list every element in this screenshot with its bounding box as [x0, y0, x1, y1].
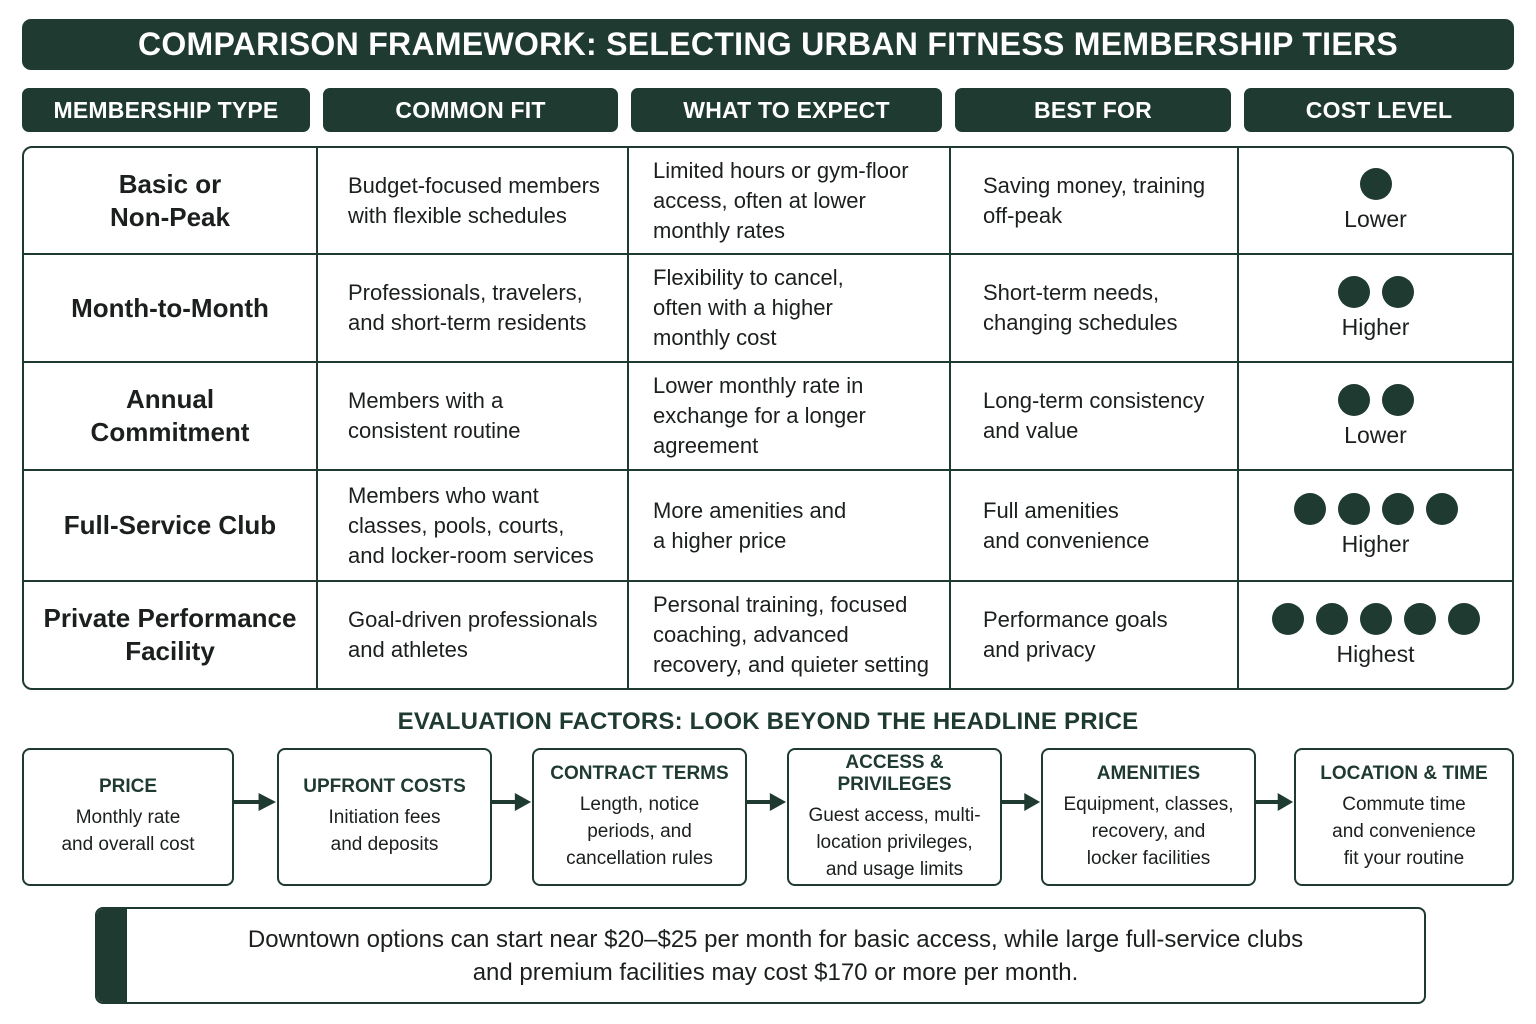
table-row: [24, 363, 1512, 471]
what-to-expect-text-line: often with a higher: [653, 295, 833, 320]
membership-type-text-line: Basic or: [118, 168, 222, 199]
common-fit-cell: [316, 471, 627, 580]
best-for-text: [983, 171, 1205, 231]
best-for-text-line: Long-term consistency: [983, 388, 1205, 413]
cost-label: Higher: [1341, 531, 1410, 557]
arrow-right-icon: [492, 790, 532, 814]
best-for-cell: [949, 363, 1237, 469]
membership-table: [22, 146, 1514, 690]
common-fit-text-line: Goal-driven professionals: [348, 607, 598, 632]
cost-dot-icon: [1338, 276, 1370, 308]
what-to-expect-cell: [627, 148, 949, 253]
header-common-fit: COMMON FIT: [323, 88, 618, 132]
membership-type-text: [91, 383, 250, 449]
membership-type-text-line: Month-to-Month: [71, 292, 269, 323]
factor-title: LOCATION & TIME: [1320, 762, 1488, 784]
common-fit-text: [348, 386, 520, 446]
factor-desc-line: locker facilities: [1086, 847, 1211, 869]
membership-type-text-line: Private Performance: [43, 603, 297, 633]
what-to-expect-text: [653, 263, 844, 353]
common-fit-cell: [316, 148, 627, 253]
best-for-text-line: changing schedules: [983, 310, 1178, 335]
what-to-expect-text: [653, 590, 929, 680]
factor-card: [787, 748, 1002, 886]
common-fit-text-line: and athletes: [348, 637, 468, 662]
cost-dot-icon: [1382, 493, 1414, 525]
cost-level-cell: [1237, 148, 1512, 253]
what-to-expect-text-line: exchange for a longer: [653, 403, 866, 428]
evaluation-title: EVALUATION FACTORS: LOOK BEYOND THE HEADLINE PRICE: [397, 708, 1139, 735]
what-to-expect-text-line: Lower monthly rate in: [653, 373, 864, 398]
header-cost-level: COST LEVEL: [1244, 88, 1514, 132]
what-to-expect-text: [653, 371, 866, 461]
header-best-for: BEST FOR: [955, 88, 1231, 132]
what-to-expect-cell: [627, 471, 949, 580]
membership-type-text-line: Non-Peak: [110, 201, 230, 232]
table-row: [24, 471, 1512, 582]
what-to-expect-text-line: coaching, advanced: [653, 622, 849, 647]
what-to-expect-text-line: Flexibility to cancel,: [653, 265, 844, 290]
factor-desc: [1063, 791, 1233, 872]
what-to-expect-text-line: monthly cost: [653, 325, 777, 350]
factor-desc-line: Guest access, multi-: [808, 804, 981, 826]
best-for-cell: [949, 471, 1237, 580]
common-fit-text-line: Members with a: [348, 388, 504, 413]
what-to-expect-text-line: access, often at lower: [653, 187, 866, 213]
membership-type-text: [71, 292, 269, 325]
best-for-cell: [949, 148, 1237, 253]
best-for-text: [983, 605, 1168, 665]
best-for-text-line: and convenience: [983, 527, 1150, 553]
best-for-text-line: Performance goals: [983, 607, 1168, 632]
note-text-line: Downtown options can start near $20–$25 per month for basic access, while large full-service clubs: [247, 925, 1304, 953]
cost-dot-icon: [1294, 493, 1326, 525]
cost-level-cell: [1237, 471, 1512, 580]
factor-title: AMENITIES: [1096, 762, 1201, 784]
factor-card: [22, 748, 234, 886]
title-banner: [22, 19, 1514, 70]
cost-dots: [1294, 493, 1458, 525]
common-fit-text-line: Professionals, travelers,: [348, 280, 583, 305]
what-to-expect-text: [653, 156, 909, 246]
factor-desc-line: location privileges,: [816, 831, 973, 853]
factor-desc: [808, 802, 980, 883]
factor-desc-line: Monthly rate: [75, 807, 181, 828]
what-to-expect-cell: [627, 363, 949, 469]
cost-dots: [1272, 603, 1480, 635]
factor-title: CONTRACT TERMS: [550, 762, 729, 784]
header-what-to-expect: WHAT TO EXPECT: [631, 88, 942, 132]
cost-dot-icon: [1360, 603, 1392, 635]
factor-card: [1041, 748, 1256, 886]
factor-desc-line: periods, and: [587, 820, 692, 842]
factor-desc: [61, 804, 194, 858]
common-fit-cell: [316, 363, 627, 469]
factor-desc-line: Initiation fees: [328, 807, 441, 828]
factor-desc-line: fit your routine: [1343, 847, 1465, 869]
common-fit-text-line: classes, pools, courts,: [348, 512, 565, 538]
what-to-expect-cell: [627, 582, 949, 688]
cost-dot-icon: [1404, 603, 1436, 635]
what-to-expect-text-line: Limited hours or gym-floor: [653, 157, 909, 183]
factor-desc: [566, 791, 713, 872]
membership-type-text-line: Facility: [125, 636, 215, 666]
common-fit-text: [348, 171, 600, 231]
membership-type-cell: [24, 582, 316, 688]
factor-desc-line: Length, notice: [579, 793, 700, 815]
factor-desc: [1332, 791, 1476, 872]
note-accent-stripe: [97, 909, 127, 1002]
header-membership-type: MEMBERSHIP TYPE: [22, 88, 310, 132]
cost-dot-icon: [1426, 493, 1458, 525]
best-for-text: [983, 496, 1149, 556]
arrow-right-icon: [234, 790, 277, 814]
common-fit-text-line: consistent routine: [348, 418, 521, 443]
factor-desc-line: and deposits: [330, 834, 439, 855]
membership-type-text-line: Commitment: [90, 417, 250, 447]
common-fit-text: [348, 605, 597, 665]
common-fit-text-line: Members who want: [348, 482, 539, 508]
factor-desc-line: cancellation rules: [566, 847, 713, 869]
cost-dot-icon: [1360, 168, 1392, 200]
membership-type-text: [110, 168, 230, 234]
factor-card: [1294, 748, 1514, 886]
factor-desc: [329, 804, 441, 858]
cost-dot-icon: [1316, 603, 1348, 635]
common-fit-text: [348, 278, 586, 338]
cost-dot-icon: [1382, 276, 1414, 308]
page-title: COMPARISON FRAMEWORK: SELECTING URBAN FITNESS MEMBERSHIP TIERS: [137, 26, 1399, 62]
cost-dot-icon: [1448, 603, 1480, 635]
factor-desc-line: and overall cost: [61, 834, 195, 855]
factor-desc-line: Commute time: [1342, 793, 1466, 815]
best-for-text: [983, 278, 1177, 338]
table-row: [24, 148, 1512, 255]
best-for-text-line: Short-term needs,: [983, 280, 1160, 305]
factor-card: [277, 748, 492, 886]
membership-type-cell: [24, 255, 316, 361]
factor-title: ACCESS & PRIVILEGES: [837, 751, 952, 795]
cost-label: Higher: [1341, 313, 1410, 340]
cost-label: Lower: [1344, 421, 1407, 448]
common-fit-text-line: Budget-focused members: [348, 172, 600, 198]
common-fit-text-line: with flexible schedules: [348, 202, 567, 228]
arrow-right-icon: [747, 790, 787, 814]
arrow-right-icon: [1002, 790, 1041, 814]
what-to-expect-text-line: monthly rates: [653, 217, 786, 243]
membership-type-cell: [24, 148, 316, 253]
best-for-cell: [949, 582, 1237, 688]
factor-card: [532, 748, 747, 886]
best-for-text-line: and value: [983, 418, 1079, 443]
factor-title: PRICE: [98, 776, 158, 797]
cost-dots: [1360, 168, 1392, 200]
common-fit-cell: [316, 582, 627, 688]
factor-desc-line: Equipment, classes,: [1063, 793, 1234, 815]
cost-label: Highest: [1336, 640, 1415, 667]
factor-desc-line: recovery, and: [1091, 820, 1206, 842]
what-to-expect-text-line: a higher price: [653, 527, 787, 553]
cost-dots: [1338, 384, 1414, 416]
what-to-expect-text-line: agreement: [653, 433, 759, 458]
common-fit-text: [348, 481, 594, 571]
cost-dot-icon: [1382, 384, 1414, 416]
arrow-right-icon: [1256, 790, 1294, 814]
note-text: [127, 909, 1424, 1002]
membership-type-text-line: Annual: [125, 384, 215, 414]
what-to-expect-text: [653, 496, 846, 556]
cost-label: Lower: [1344, 206, 1407, 232]
best-for-text-line: Full amenities: [983, 497, 1119, 523]
cost-dots: [1338, 276, 1414, 308]
common-fit-text-line: and locker-room services: [348, 542, 594, 568]
membership-type-text-line: Full-Service Club: [63, 510, 277, 540]
membership-type-text: [44, 602, 297, 668]
best-for-text-line: Saving money, training: [983, 172, 1206, 198]
factor-desc-line: and convenience: [1332, 820, 1476, 842]
note-text: [248, 923, 1303, 989]
best-for-text-line: off-peak: [983, 202, 1063, 228]
what-to-expect-text-line: More amenities and: [653, 497, 847, 523]
factor-desc-line: and usage limits: [825, 858, 964, 880]
cost-dot-icon: [1338, 384, 1370, 416]
common-fit-text-line: and short-term residents: [348, 310, 587, 335]
membership-type-text: [64, 509, 276, 542]
best-for-cell: [949, 255, 1237, 361]
what-to-expect-text-line: Personal training, focused: [653, 592, 908, 617]
cost-dot-icon: [1338, 493, 1370, 525]
best-for-text: [983, 386, 1204, 446]
membership-type-cell: [24, 363, 316, 469]
what-to-expect-cell: [627, 255, 949, 361]
table-row: [24, 255, 1512, 363]
note-text-line: and premium facilities may cost $170 or more per month.: [472, 958, 1079, 986]
membership-type-cell: [24, 471, 316, 580]
what-to-expect-text-line: recovery, and quieter setting: [653, 652, 929, 677]
factor-title: UPFRONT COSTS: [303, 776, 466, 797]
common-fit-cell: [316, 255, 627, 361]
table-row: [24, 582, 1512, 688]
cost-dot-icon: [1272, 603, 1304, 635]
price-note: [95, 907, 1426, 1004]
cost-level-cell: [1237, 363, 1512, 469]
cost-level-cell: [1237, 255, 1512, 361]
cost-level-cell: [1237, 582, 1512, 688]
best-for-text-line: and privacy: [983, 637, 1096, 662]
